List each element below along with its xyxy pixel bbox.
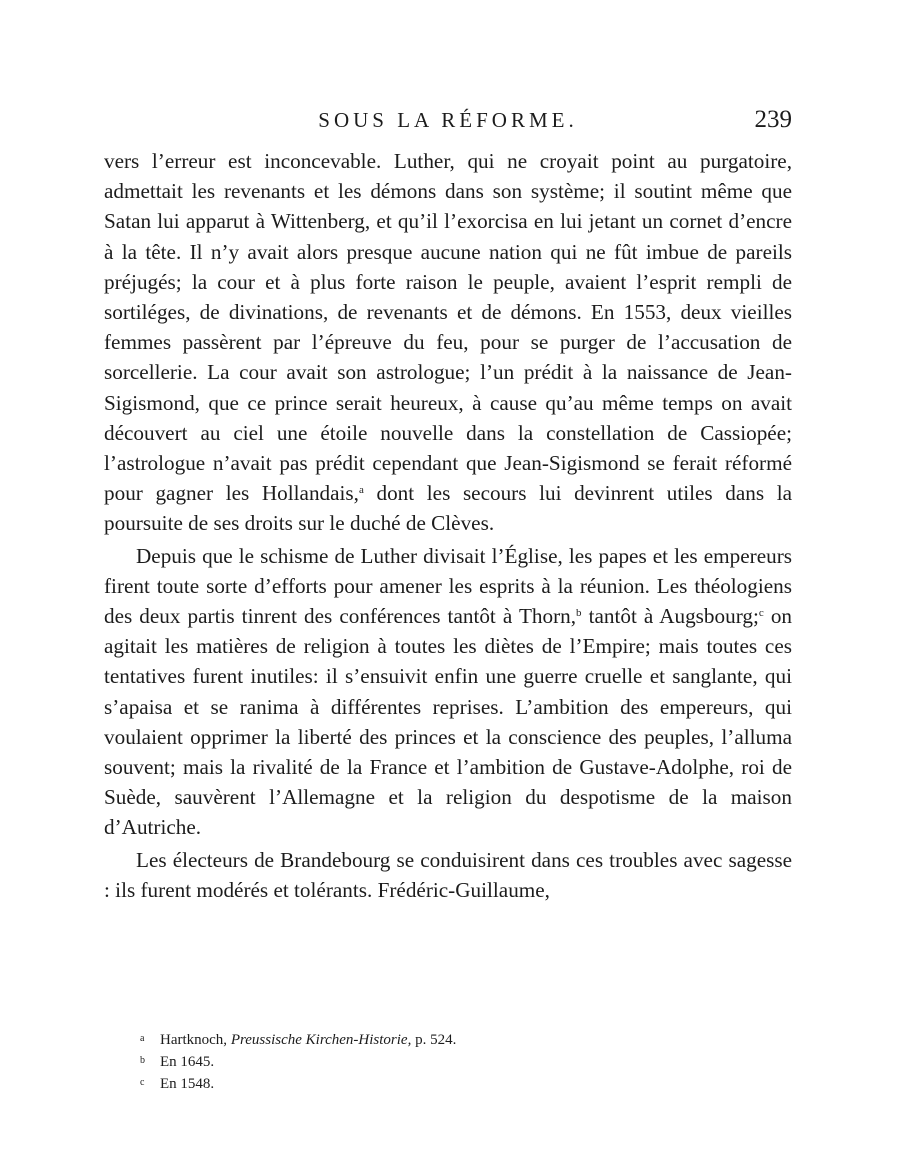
footnote-author: Hartknoch, bbox=[160, 1032, 228, 1048]
paragraph-3 bbox=[104, 845, 792, 905]
text-run: dont les secours lui devinrent utiles dans la poursuite de ses droits sur le duché de Clèves. bbox=[104, 481, 792, 536]
footnote-text: En 1645. bbox=[160, 1054, 215, 1070]
footnote-b bbox=[140, 1052, 740, 1074]
body-text bbox=[104, 146, 792, 905]
page-header bbox=[104, 106, 792, 142]
footnote-text: p. 524. bbox=[415, 1032, 457, 1048]
text-run: tantôt à Augsbourg; bbox=[581, 604, 759, 629]
footnote-ref-b: b bbox=[576, 607, 582, 620]
paragraph-1 bbox=[104, 146, 792, 539]
footnote-text: En 1548. bbox=[160, 1076, 215, 1092]
footnote-c bbox=[140, 1074, 740, 1096]
running-head: SOUS LA RÉFORME. bbox=[318, 108, 578, 132]
page-number: 239 bbox=[754, 106, 792, 133]
text-run: Les électeurs de Brandebourg se conduisirent dans ces troubles avec sagesse : ils furent modérés et tolérants. Frédéric-Guillaume, bbox=[104, 847, 792, 902]
footnote-mark: b bbox=[140, 1055, 145, 1066]
footnote-mark: c bbox=[140, 1077, 145, 1088]
footnote-ref-a: a bbox=[358, 484, 364, 497]
text-run: Depuis que le schisme de Luther divisait l’Église, les papes et les empereurs firent toute sorte d’efforts pour amener les esprits à la réunion. Les théologiens des deux partis tinrent des conférences tantôt à Thorn, bbox=[104, 543, 792, 629]
text-run: vers l’erreur est inconcevable. Luther, qui ne croyait point au purgatoire, admettait les revenants et les démons dans son système; il soutint même que Satan lui apparut à Wittenberg, et qu’il l’exorcisa en lui jetant un cornet d’encre à la tête. Il n’y avait alors presque aucune nation qui ne fût imbue de pareils préjugés; la cour et à plus forte raison le peuple, avaient l’esprit rempli de sortiléges, de divinations, de revenants et de démons. En 1553, deux vieilles femmes passèrent par l’épreuve du feu, pour se purger de l’accusation de sorcellerie. La cour avait son astrologue; l’un prédit à la naissance de Jean-Sigismond, que ce prince serait heureux, à cause qu’au même temps on avait découvert au ciel une étoile nouvelle dans la constellation de Cassiopée; l’astrologue n’avait pas prédit cependant que Jean-Sigismond se ferait réformé pour gagner les Hollandais, bbox=[104, 149, 792, 506]
footnote-ref-c: c bbox=[758, 607, 764, 620]
text-run: on agitait les matières de religion à toutes les diètes de l’Empire; mais toutes ces tentatives furent inutiles: il s’ensuivit enfin une guerre cruelle et sanglante, qui s’apaisa et se ranima à différentes reprises. L’ambition des empereurs, qui voulaient opprimer la liberté des princes et la conscience des peuples, l’alluma souvent; mais la rivalité de la France et l’ambition de Gustave-Adolphe, roi de Suède, sauvèrent l’Allemagne et la religion du despotisme de la maison d’Autriche. bbox=[104, 604, 793, 840]
footnote-mark: a bbox=[140, 1033, 145, 1044]
paragraph-2 bbox=[104, 541, 792, 843]
footnote-title: Preussische Kirchen-Historie, bbox=[230, 1032, 412, 1048]
footnotes bbox=[140, 1030, 740, 1096]
footnote-a bbox=[140, 1030, 740, 1052]
